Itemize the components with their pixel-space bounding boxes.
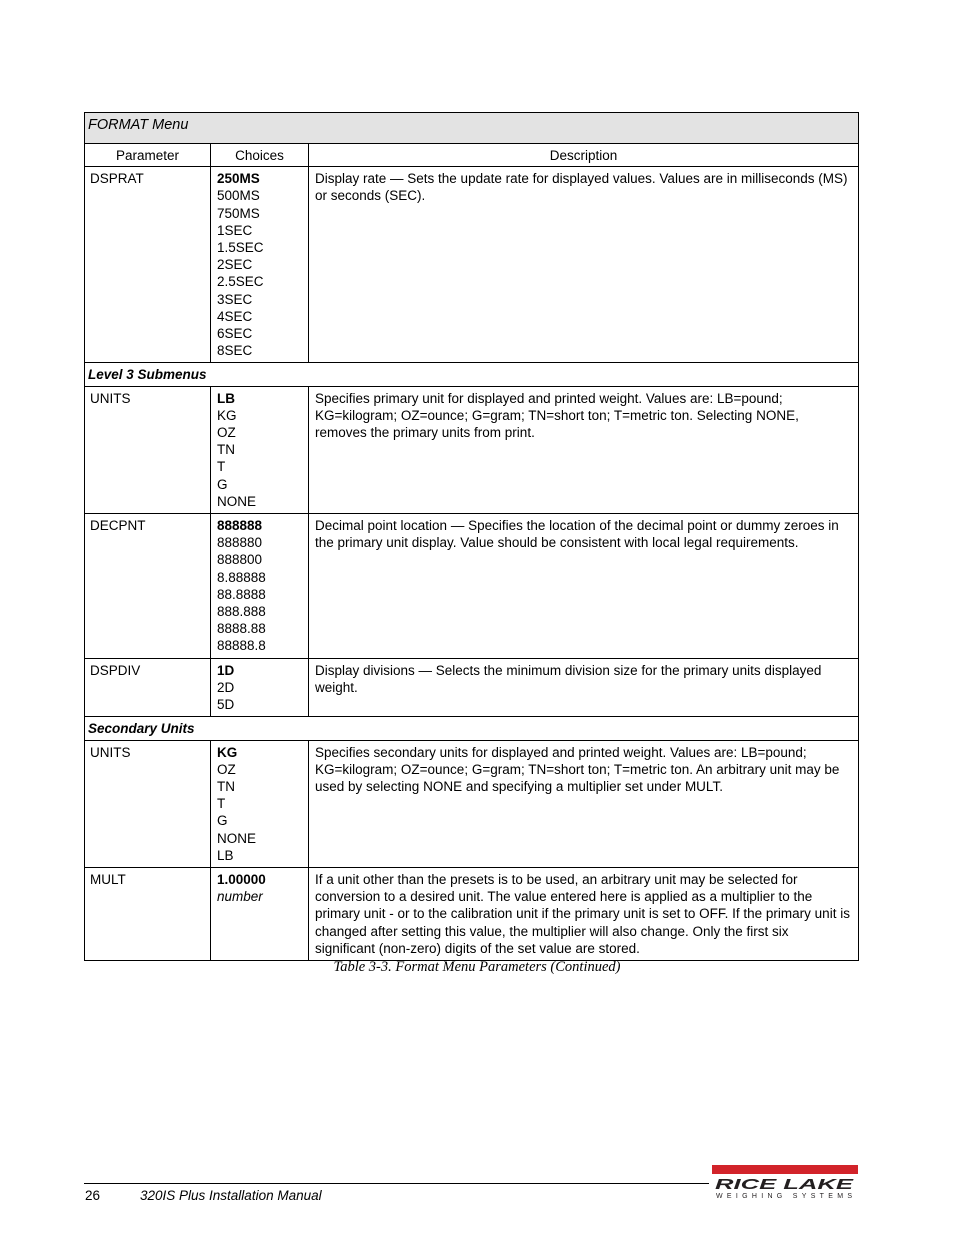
default-choice: 1D: [217, 662, 235, 678]
choice-item: OZ: [217, 761, 236, 777]
manual-title: 320IS Plus Installation Manual: [140, 1188, 322, 1203]
table-row: [85, 867, 859, 960]
section-secondary-title: Secondary Units: [85, 717, 859, 740]
choice-item: 8SEC: [217, 343, 253, 359]
page-number: 26: [85, 1188, 101, 1203]
choices-units: [211, 386, 309, 513]
table-caption: Table 3-3. Format Menu Parameters (Continued): [333, 959, 621, 975]
default-choice: LB: [217, 390, 235, 406]
choice-item: G: [217, 476, 228, 492]
choice-item: NONE: [217, 830, 257, 846]
header-description: Description: [309, 144, 859, 167]
choice-item: 1.5SEC: [217, 240, 264, 256]
param-dsprat: DSPRAT: [85, 167, 211, 363]
choice-item: G: [217, 813, 228, 829]
desc-decpnt: Decimal point location — Specifies the location of the decimal point or dummy zeroes in the primary unit display. Value should be consistent with local legal requirements.: [309, 514, 859, 659]
choice-item: number: [217, 889, 263, 905]
logo-text: RICE LAKE: [715, 1176, 855, 1193]
logo-subtext: WEIGHING SYSTEMS: [716, 1193, 852, 1199]
choice-item: 888880: [217, 535, 263, 551]
choice-item: 88.8888: [217, 586, 266, 602]
choice-item: 88888.8: [217, 638, 266, 654]
menu-title: FORMAT Menu: [85, 113, 859, 144]
section-level3-title: Level 3 Submenus: [85, 363, 859, 386]
choice-item: LB: [217, 847, 234, 863]
choice-item: 3SEC: [217, 291, 253, 307]
desc-units-secondary: Specifies secondary units for displayed and printed weight. Values are: LB=pound; KG=kilogram; OZ=ounce; G=gram; TN=short ton; T=metric ton. An arbitrary unit may be used by selecting NONE and specifying a multiplier set under MULT.: [309, 740, 859, 867]
choice-item: T: [217, 796, 226, 812]
param-decpnt: DECPNT: [85, 514, 211, 659]
param-units-secondary: UNITS: [85, 740, 211, 867]
choice-item: 750MS: [217, 205, 260, 221]
table-row: [85, 658, 859, 717]
choices-decpnt: [211, 514, 309, 659]
choices-units-secondary: [211, 740, 309, 867]
choice-item: 2SEC: [217, 257, 253, 273]
default-choice: 1.00000: [217, 871, 266, 887]
choice-item: 5D: [217, 697, 235, 713]
choice-item: 2.5SEC: [217, 274, 264, 290]
param-mult: MULT: [85, 867, 211, 960]
choices-dspdiv: [211, 658, 309, 717]
choice-item: 1SEC: [217, 222, 253, 238]
choice-item: 888.888: [217, 604, 266, 620]
choice-item: 6SEC: [217, 326, 253, 342]
param-dspdiv: DSPDIV: [85, 658, 211, 717]
rice-lake-logo: [712, 1165, 858, 1199]
section-row: [85, 363, 859, 386]
table-row: [85, 514, 859, 659]
default-choice: 888888: [217, 518, 263, 534]
desc-dspdiv: Display divisions — Selects the minimum division size for the primary units displayed weight.: [309, 658, 859, 717]
choice-item: KG: [217, 407, 237, 423]
format-menu-table-container: [84, 112, 858, 961]
choice-item: 8.88888: [217, 569, 266, 585]
header-choices: Choices: [211, 144, 309, 167]
default-choice: KG: [217, 744, 238, 760]
choice-item: TN: [217, 442, 235, 458]
desc-units: Specifies primary unit for displayed and printed weight. Values are: LB=pound; KG=kilogram; OZ=ounce; G=gram; TN=short ton; T=metric ton. Selecting NONE, removes the primary units from print.: [309, 386, 859, 513]
choices-dsprat: [211, 167, 309, 363]
header-parameter: Parameter: [85, 144, 211, 167]
format-menu-table: [84, 112, 859, 961]
desc-mult: If a unit other than the presets is to be used, an arbitrary unit may be selected for conversion to a desired unit. The value entered here is applied as a multiplier to the primary unit - or to the calibration unit if the primary unit is set to OFF. If the primary unit is changed after setting this value, the multiplier will also change. Only the first six significant (non-zero) digits of the set value are stored.: [309, 867, 859, 960]
table-row: [85, 740, 859, 867]
logo-red-bar: [712, 1165, 858, 1174]
choice-item: NONE: [217, 493, 257, 509]
choice-item: OZ: [217, 425, 236, 441]
default-choice: 250MS: [217, 171, 260, 187]
section-row: [85, 717, 859, 740]
choice-item: 2D: [217, 679, 235, 695]
choice-item: T: [217, 459, 226, 475]
table-header-row: [85, 144, 859, 167]
table-row: [85, 167, 859, 363]
desc-dsprat: Display rate — Sets the update rate for displayed values. Values are in milliseconds (MS) or seconds (SEC).: [309, 167, 859, 363]
choice-item: 8888.88: [217, 621, 266, 637]
table-row: [85, 386, 859, 513]
choice-item: TN: [217, 778, 235, 794]
choice-item: 4SEC: [217, 308, 253, 324]
footer-divider: [84, 1183, 709, 1184]
param-units: UNITS: [85, 386, 211, 513]
choice-item: 500MS: [217, 188, 260, 204]
choice-item: 888800: [217, 552, 263, 568]
choices-mult: [211, 867, 309, 960]
